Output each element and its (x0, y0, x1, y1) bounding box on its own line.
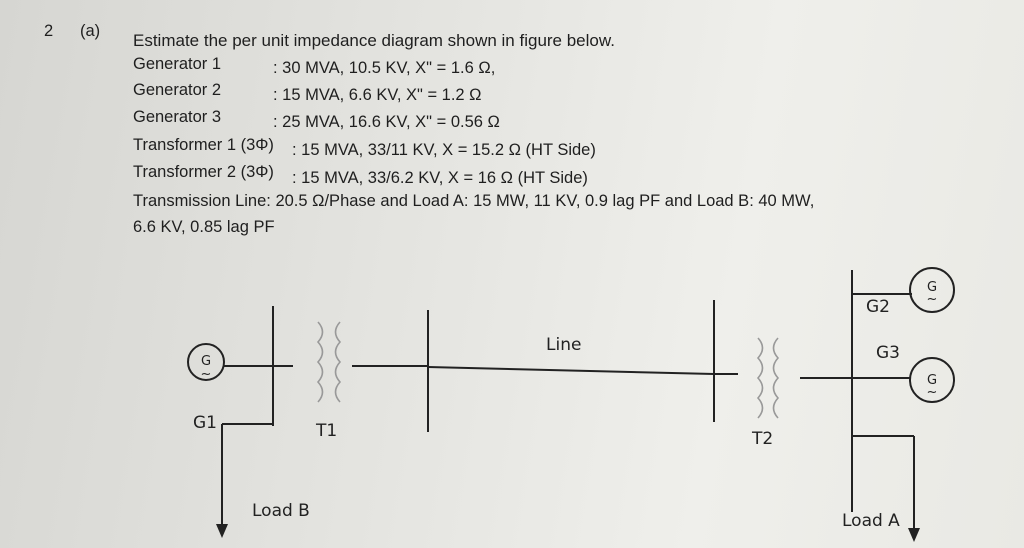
transformer-t2-secondary (774, 338, 779, 418)
g1-tilde-glyph: ~ (200, 367, 212, 382)
transformer-t1-primary (318, 322, 323, 402)
spec-value-generator-3: : 25 MVA, 16.6 KV, X" = 0.56 Ω (273, 113, 500, 131)
spec-label-generator-2: Generator 2 (133, 81, 222, 99)
question-number: 2 (44, 22, 54, 40)
transmission-line-spec: Transmission Line: 20.5 Ω/Phase and Load A: 15 MW, 11 KV, 0.9 lag PF and Load B: 40 MW, (133, 192, 815, 210)
g3-tilde-glyph: ~ (926, 385, 938, 400)
load-b-arrow (216, 524, 228, 538)
g2-tilde-glyph: ~ (926, 292, 938, 307)
load-b-spec: 6.6 KV, 0.85 lag PF (133, 218, 275, 236)
label-t1: T1 (316, 421, 338, 441)
label-line: Line (546, 335, 582, 355)
label-load-b: Load B (252, 501, 310, 521)
label-g2: G2 (866, 297, 890, 317)
question-instruction: Estimate the per unit impedance diagram shown in figure below. (133, 31, 615, 50)
spec-value-transformer-2: : 15 MVA, 33/6.2 KV, X = 16 Ω (HT Side) (292, 169, 588, 187)
load-a-arrow (908, 528, 920, 542)
g1-g-glyph: G (200, 354, 212, 369)
label-g1: G1 (193, 413, 217, 433)
transmission-line (428, 367, 714, 374)
spec-label-transformer-1: Transformer 1 (3Φ) (133, 136, 274, 154)
g3-g-glyph: G (926, 373, 938, 388)
spec-label-transformer-2: Transformer 2 (3Φ) (133, 163, 274, 181)
label-g3: G3 (876, 343, 900, 363)
transformer-t1-secondary (336, 322, 341, 402)
label-load-a: Load A (842, 511, 900, 531)
spec-label-generator-3: Generator 3 (133, 108, 222, 126)
spec-value-transformer-1: : 15 MVA, 33/11 KV, X = 15.2 Ω (HT Side) (292, 141, 596, 159)
spec-value-generator-2: : 15 MVA, 6.6 KV, X" = 1.2 Ω (273, 86, 482, 104)
label-t2: T2 (752, 429, 774, 449)
spec-label-generator-1: Generator 1 (133, 55, 222, 73)
transformer-t2-primary (758, 338, 763, 418)
question-part: (a) (80, 22, 101, 40)
g2-g-glyph: G (926, 280, 938, 295)
spec-value-generator-1: : 30 MVA, 10.5 KV, X" = 1.6 Ω, (273, 59, 496, 77)
